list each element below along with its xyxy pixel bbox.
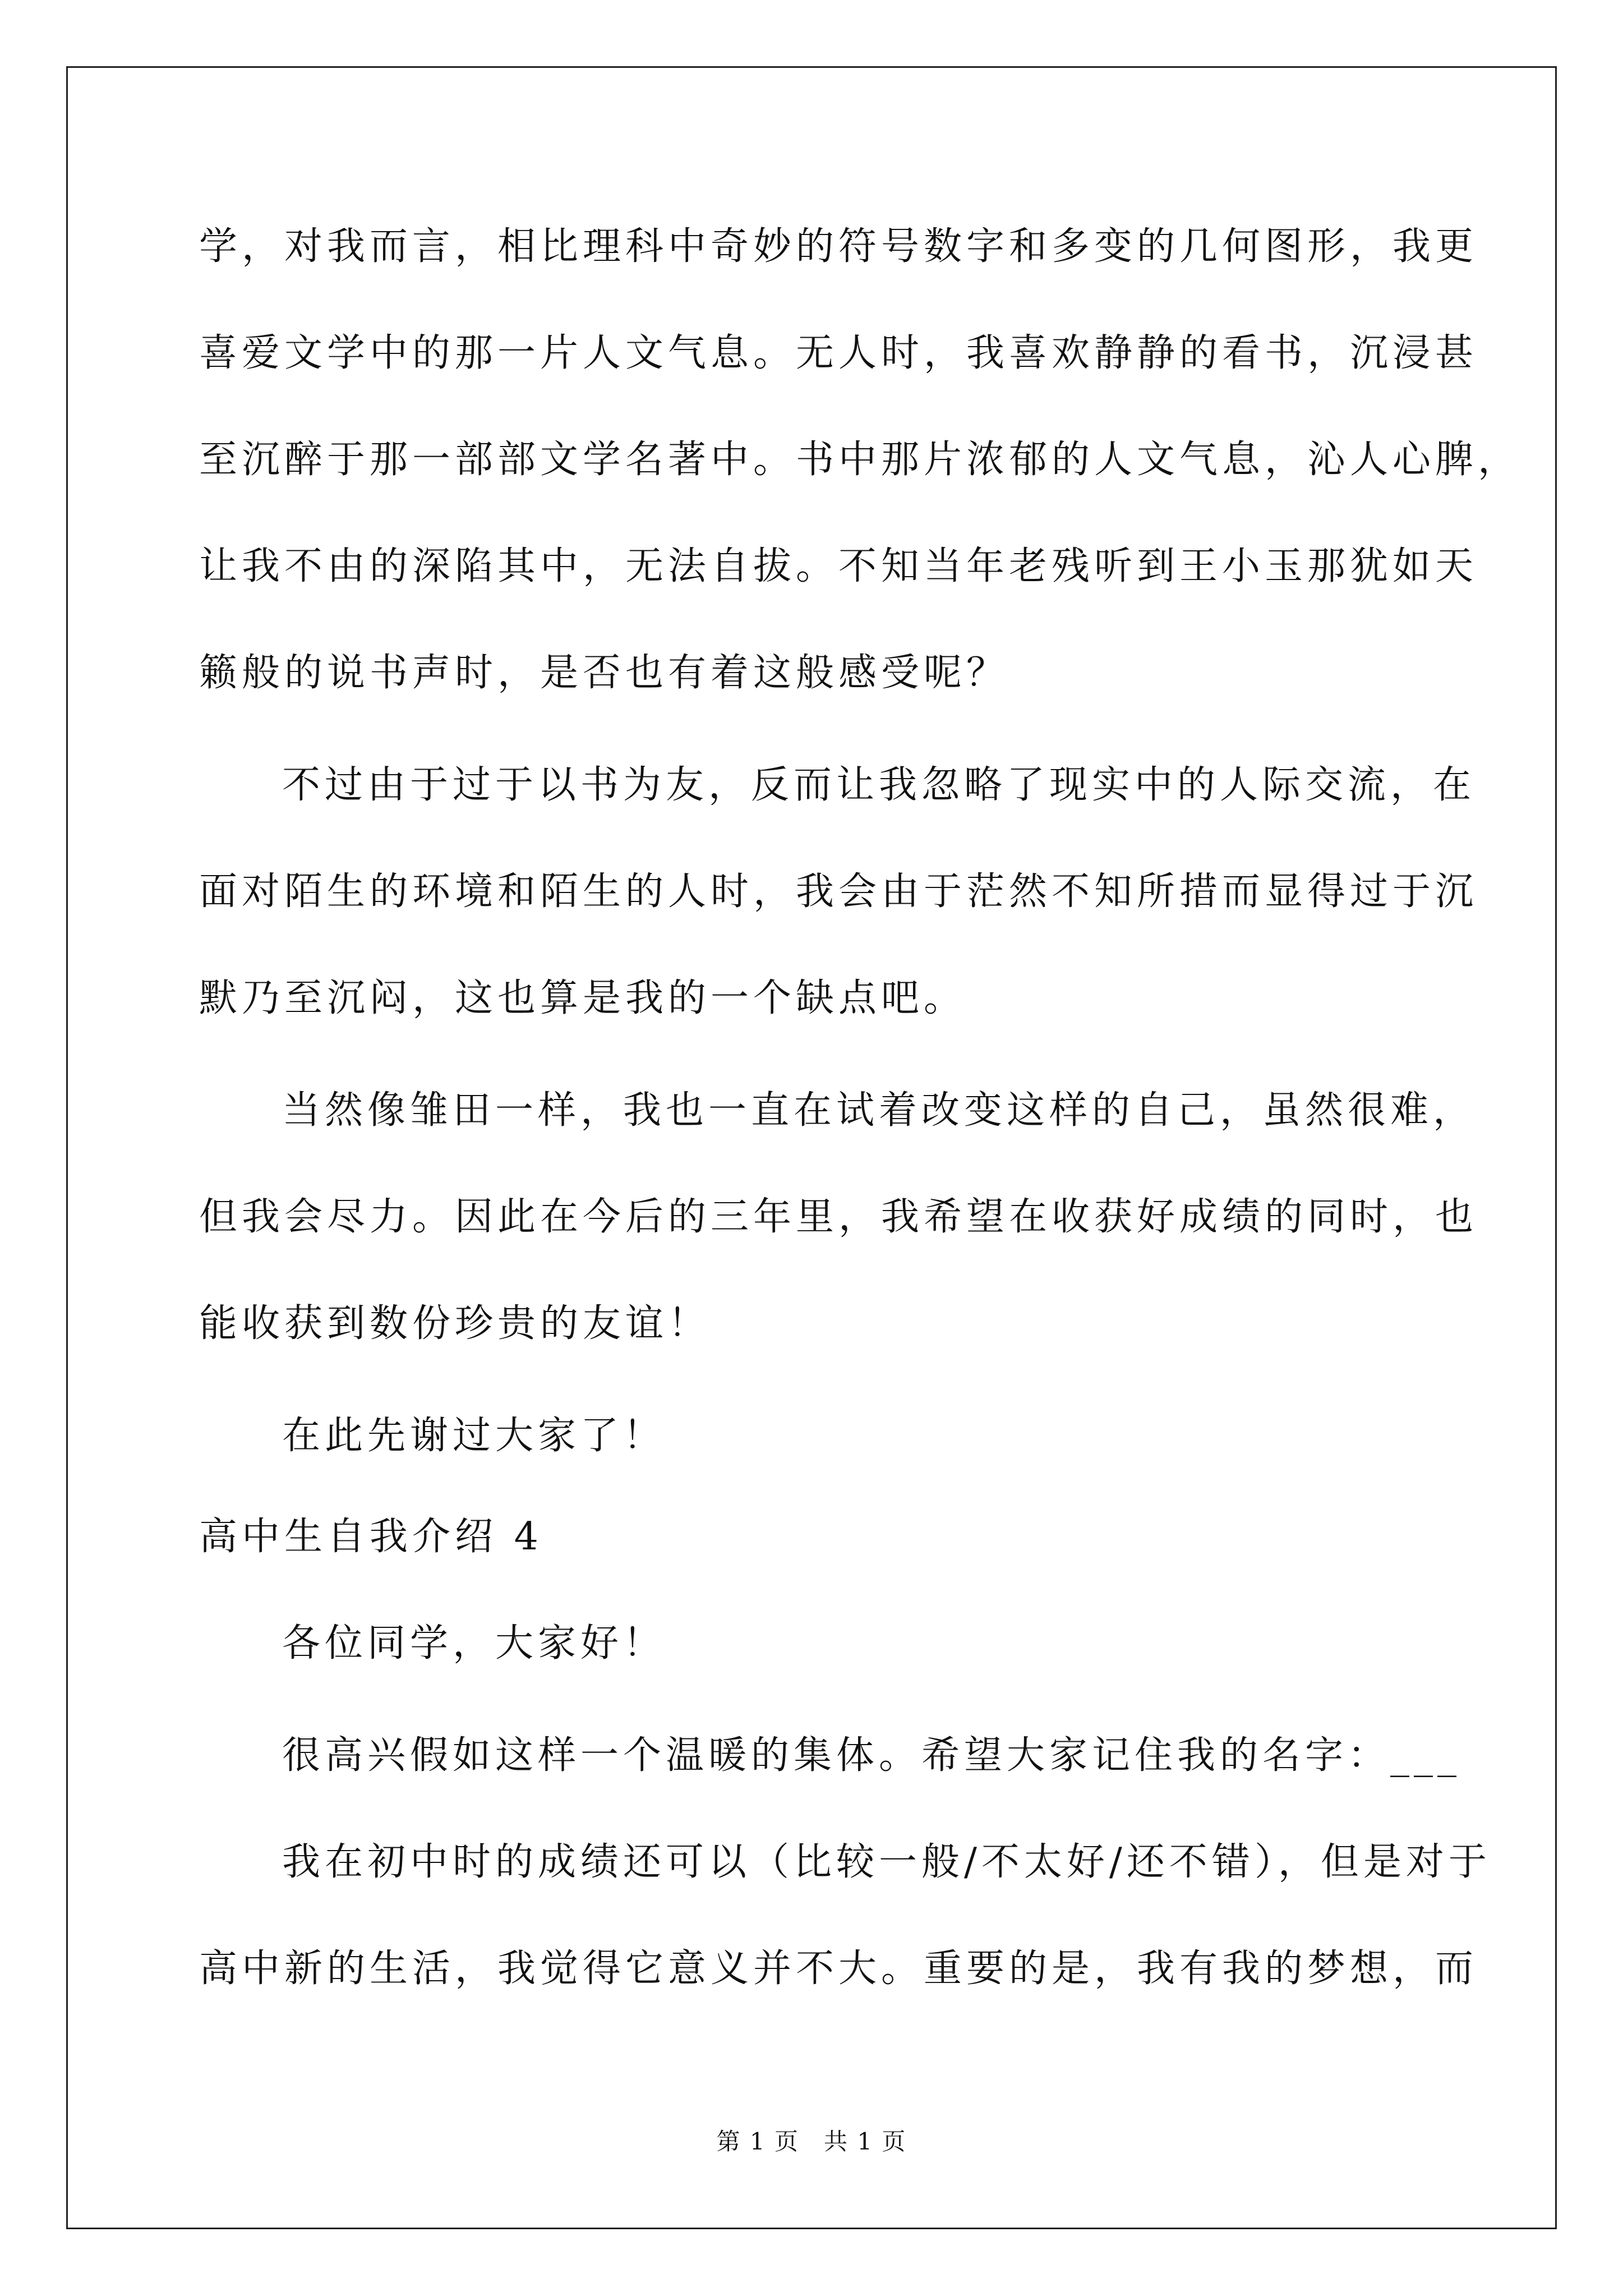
paragraph-line: 在此先谢过大家了！: [282, 1414, 666, 1458]
section-heading: 高中生自我介绍 4: [199, 1515, 543, 1559]
paragraph-line: 高中新的生活，我觉得它意义并不大。重要的是，我有我的梦想，而: [199, 1947, 1478, 1991]
paragraph-line: 不过由于过于以书为友，反而让我忽略了现实中的人际交流，在: [282, 763, 1476, 807]
paragraph-line: 默乃至沉闷，这也算是我的一个缺点吧。: [199, 976, 967, 1020]
paragraph-line: 面对陌生的环境和陌生的人时，我会由于茫然不知所措而显得过于沉: [199, 869, 1478, 914]
paragraph-line: 让我不由的深陷其中，无法自拔。不知当年老残听到王小玉那犹如天: [199, 544, 1478, 588]
paragraph-line: 我在初中时的成绩还可以（比较一般/不太好/还不错），但是对于: [282, 1840, 1491, 1884]
paragraph-line: 很高兴假如这样一个温暖的集体。希望大家记住我的名字：___: [282, 1733, 1461, 1778]
paragraph-line: 但我会尽力。因此在今后的三年里，我希望在收获好成绩的同时，也: [199, 1195, 1478, 1239]
paragraph-line: 当然像雏田一样，我也一直在试着改变这样的自己，虽然很难，: [282, 1088, 1476, 1133]
paragraph-line: 喜爱文学中的那一片人文气息。无人时，我喜欢静静的看书，沉浸甚: [199, 331, 1478, 375]
page-footer: 第 1 页 共 1 页: [716, 2128, 907, 2155]
paragraph-line: 学，对我而言，相比理科中奇妙的符号数字和多变的几何图形，我更: [199, 224, 1478, 269]
paragraph-line: 籁般的说书声时，是否也有着这般感受呢？: [199, 651, 1009, 695]
page-border: [66, 66, 1557, 2229]
paragraph-line: 各位同学，大家好！: [282, 1621, 666, 1665]
paragraph-line: 能收获到数份珍贵的友谊！: [199, 1301, 711, 1346]
paragraph-line: 至沉醉于那一部部文学名著中。书中那片浓郁的人文气息，沁人心脾，: [199, 438, 1521, 482]
